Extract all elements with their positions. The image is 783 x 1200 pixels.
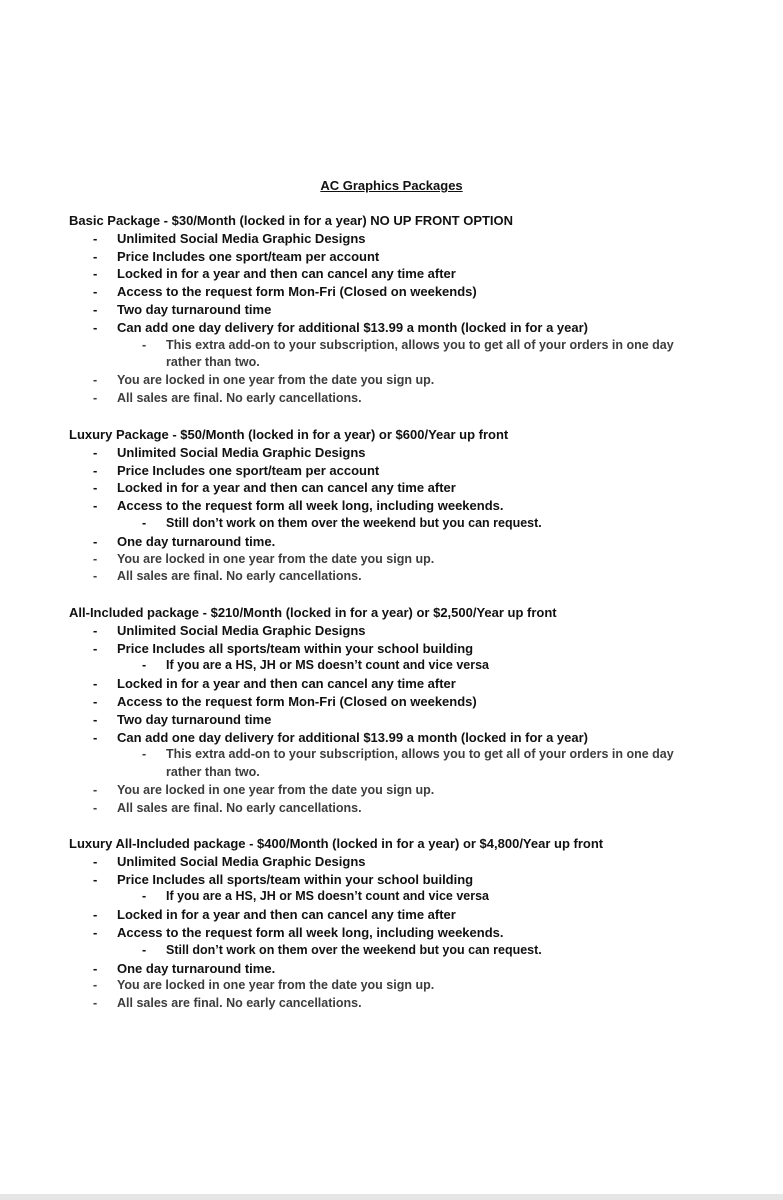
list-item (69, 390, 769, 408)
bullet-dash: - (93, 676, 98, 692)
item-text: Locked in for a year and then can cancel any time after (117, 907, 456, 923)
item-text: Locked in for a year and then can cancel any time after (117, 266, 456, 282)
sub-list-item (69, 515, 769, 533)
list-item (69, 444, 769, 462)
item-text: All sales are final. No early cancellations. (117, 800, 362, 815)
package-basic (69, 212, 769, 408)
list-item (69, 551, 769, 569)
bullet-dash: - (93, 800, 98, 815)
item-text: You are locked in one year from the date you sign up. (117, 373, 435, 388)
list-item (69, 977, 769, 995)
list-item (69, 265, 769, 283)
package-feature-list (69, 444, 769, 586)
bullet-dash: - (142, 337, 147, 352)
list-item (69, 711, 769, 729)
list-item (69, 301, 769, 319)
item-text: You are locked in one year from the date you sign up. (117, 782, 435, 797)
list-item (69, 372, 769, 390)
package-heading: Luxury Package - $50/Month (locked in for a year) or $600/Year up front (69, 427, 509, 442)
sub-item-text: This extra add-on to your subscription, allows you to get all of your orders in one day rather than two. (166, 337, 674, 370)
item-text: Locked in for a year and then can cancel any time after (117, 676, 456, 692)
list-item (69, 995, 769, 1013)
bullet-dash: - (142, 747, 147, 762)
bullet-dash: - (93, 996, 98, 1011)
item-text: Price Includes all sports/team within your school building (117, 640, 474, 656)
sub-list-item (69, 888, 769, 906)
bullet-dash: - (142, 889, 147, 904)
bullet-dash: - (93, 978, 98, 993)
list-item (69, 675, 769, 693)
list-item (69, 497, 769, 515)
item-text: Price Includes one sport/team per account (117, 462, 380, 478)
bullet-dash: - (93, 498, 98, 514)
list-item (69, 906, 769, 924)
item-text: Access to the request form Mon-Fri (Closed on weekends) (117, 284, 477, 300)
bullet-dash: - (93, 924, 98, 940)
bullet-dash: - (142, 658, 147, 673)
list-item (69, 853, 769, 871)
bullet-dash: - (93, 284, 98, 300)
bullet-dash: - (93, 693, 98, 709)
list-item (69, 568, 769, 586)
list-item (69, 533, 769, 551)
sub-item-text: Still don’t work on them over the weekend but you can request. (166, 942, 542, 957)
page-bottom-edge (0, 1194, 783, 1200)
list-item (69, 782, 769, 800)
bullet-dash: - (93, 711, 98, 727)
bullet-dash: - (93, 266, 98, 282)
item-text: Can add one day delivery for additional $13.99 a month (locked in for a year) (117, 319, 589, 335)
item-text: You are locked in one year from the date you sign up. (117, 551, 435, 566)
item-text: Unlimited Social Media Graphic Designs (117, 622, 366, 638)
sub-item-text: If you are a HS, JH or MS doesn’t count and vice versa (166, 889, 490, 904)
item-text: Unlimited Social Media Graphic Designs (117, 444, 366, 460)
bullet-dash: - (93, 853, 98, 869)
bullet-dash: - (142, 515, 147, 530)
sub-item-text: Still don’t work on them over the weekend but you can request. (166, 515, 542, 530)
bullet-dash: - (93, 533, 98, 549)
list-item (69, 622, 769, 640)
item-text: Price Includes one sport/team per account (117, 248, 380, 264)
package-luxury-all-included (69, 835, 769, 1013)
item-text: All sales are final. No early cancellations. (117, 390, 362, 405)
list-item (69, 800, 769, 818)
package-feature-list (69, 853, 769, 1013)
item-text: Two day turnaround time (117, 301, 272, 317)
package-heading: All-Included package - $210/Month (locked in for a year) or $2,500/Year up front (69, 605, 557, 620)
list-item (69, 924, 769, 942)
item-text: You are locked in one year from the date you sign up. (117, 978, 435, 993)
sub-item-text: If you are a HS, JH or MS doesn’t count and vice versa (166, 658, 490, 673)
bullet-dash: - (93, 729, 98, 745)
bullet-dash: - (93, 871, 98, 887)
item-text: Can add one day delivery for additional $13.99 a month (locked in for a year) (117, 729, 589, 745)
sub-list-item (69, 337, 769, 373)
list-item (69, 319, 769, 337)
item-text: Access to the request form all week long, including weekends. (117, 498, 504, 514)
package-all-included (69, 604, 769, 818)
package-feature-list (69, 230, 769, 408)
package-heading: Basic Package - $30/Month (locked in for a year) NO UP FRONT OPTION (69, 213, 514, 228)
list-item (69, 283, 769, 301)
sub-item-text: This extra add-on to your subscription, allows you to get all of your orders in one day rather than two. (166, 747, 674, 780)
item-text: Two day turnaround time (117, 711, 272, 727)
item-text: One day turnaround time. (117, 533, 276, 549)
bullet-dash: - (93, 444, 98, 460)
item-text: All sales are final. No early cancellations. (117, 569, 362, 584)
list-item (69, 230, 769, 248)
bullet-dash: - (93, 390, 98, 405)
bullet-dash: - (93, 640, 98, 656)
item-text: Locked in for a year and then can cancel any time after (117, 480, 456, 496)
bullet-dash: - (93, 782, 98, 797)
sub-list-item (69, 942, 769, 960)
bullet-dash: - (93, 462, 98, 478)
bullet-dash: - (93, 622, 98, 638)
item-text: Price Includes all sports/team within your school building (117, 871, 474, 887)
bullet-dash: - (93, 230, 98, 246)
package-luxury (69, 426, 769, 586)
bullet-dash: - (93, 480, 98, 496)
package-heading: Luxury All-Included package - $400/Month (locked in for a year) or $4,800/Year up front (69, 836, 604, 851)
list-item (69, 640, 769, 658)
bullet-dash: - (93, 569, 98, 584)
list-item (69, 871, 769, 889)
sub-list-item (69, 746, 769, 782)
item-text: One day turnaround time. (117, 960, 276, 976)
bullet-dash: - (93, 551, 98, 566)
list-item (69, 479, 769, 497)
bullet-dash: - (93, 301, 98, 317)
item-text: Unlimited Social Media Graphic Designs (117, 230, 366, 246)
bullet-dash: - (93, 248, 98, 264)
bullet-dash: - (93, 960, 98, 976)
bullet-dash: - (93, 907, 98, 923)
list-item (69, 462, 769, 480)
item-text: All sales are final. No early cancellations. (117, 996, 362, 1011)
bullet-dash: - (93, 319, 98, 335)
bullet-dash: - (142, 942, 147, 957)
list-item (69, 729, 769, 747)
package-feature-list (69, 622, 769, 818)
list-item (69, 248, 769, 266)
document-title: AC Graphics Packages (320, 178, 463, 193)
sub-list-item (69, 657, 769, 675)
item-text: Access to the request form all week long, including weekends. (117, 924, 504, 940)
list-item (69, 693, 769, 711)
bullet-dash: - (93, 373, 98, 388)
item-text: Access to the request form Mon-Fri (Closed on weekends) (117, 693, 477, 709)
item-text: Unlimited Social Media Graphic Designs (117, 853, 366, 869)
list-item (69, 960, 769, 978)
